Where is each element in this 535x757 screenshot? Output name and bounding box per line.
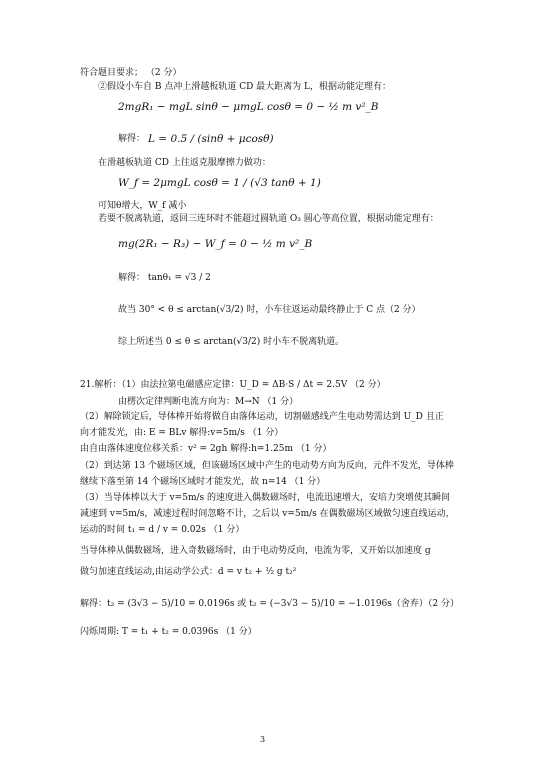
text-line: 若要不脱离轨道，返回三连环时不能超过圆轨道 O₃ 圆心等高位置，根据动能定理有： xyxy=(98,214,439,224)
text-line: 21.解析：（1）由法拉第电磁感应定律：U_D = ΔB·S / Δt = 2.5V （2 分） xyxy=(80,380,386,390)
text-line: 运动的时间 t₁ = d / v = 0.02s （1 分） xyxy=(80,525,245,535)
text-line: 解得： xyxy=(118,134,146,144)
text-line: 由自由落体速度位移关系：v² = 2gh 解得:h=1.25m （1 分） xyxy=(80,444,332,454)
equation: mg(2R₁ − R₃) − W_f = 0 − ½ m v²_B xyxy=(118,238,313,250)
text-line: （2）到达第 13 个磁场区域，但该磁场区域中产生的电动势方向为反向，元件不发光，导体棒 xyxy=(80,461,454,471)
text-line: 闪烁周期: T = t₁ + t₂ = 0.0396s （1 分） xyxy=(80,627,257,637)
equation: W_f = 2μmgL cosθ = 1 / (√3 tanθ + 1) xyxy=(118,177,321,189)
page-number: 3 xyxy=(260,735,266,744)
text-line: 解得： tanθ₁ = √3 / 2 xyxy=(118,273,211,283)
equation: 2mgR₁ − mgL sinθ − μmgL cosθ = 0 − ½ m v²_B xyxy=(118,101,379,113)
text-line: 符合题目要求； （2 分） xyxy=(80,68,182,78)
text-line: 减速到 v=5m/s，减速过程时间忽略不计，之后以 v=5m/s 在偶数磁场区域做匀速直线运动， xyxy=(80,509,455,519)
text-line: 解得：t₂ = (3√3 − 5)/10 = 0.0196s 或 t₂ = (−3√3 − 5)/10 = −1.0196s（舍弃）（2 分） xyxy=(80,599,459,609)
text-line: 当导体棒从偶数磁场，进入奇数磁场时，由于电动势反向，电流为零，又开始以加速度 g xyxy=(80,546,431,556)
text-line: （3）当导体棒以大于 v=5m/s 的速度进入偶数磁场时，电流迅速增大，安培力突增使其瞬间 xyxy=(80,493,450,503)
text-line: 在滑越板轨道 CD 上往返克服摩擦力做功： xyxy=(98,158,271,168)
text-line: ②假设小车自 B 点冲上滑越板轨道 CD 最大距离为 L，根据动能定理有： xyxy=(98,82,391,92)
equation: L = 0.5 / (sinθ + μcosθ) xyxy=(148,133,274,145)
text-line: 故当 30° < θ ≤ arctan(√3/2) 时，小车往返运动最终静止于 C 点（2 分） xyxy=(118,305,421,315)
text-line: 继续下落至第 14 个磁场区域时才能发光，故 n=14 （1 分） xyxy=(80,477,326,487)
text-line: 由楞次定律判断电流方向为：M→N （1 分） xyxy=(118,397,299,407)
text-line: 综上所述当 0 ≤ θ ≤ arctan(√3/2) 时小车不脱离轨道。 xyxy=(118,337,345,347)
text-line: 做匀加速直线运动,由运动学公式：d = v t₂ + ½ g t₂² xyxy=(80,567,297,577)
text-line: 可知θ增大，W_f 减小 xyxy=(98,201,187,211)
text-line: （2）解除锁定后，导体棒开始将做自由落体运动，切割磁感线产生电动势需达到 U_D 且正 xyxy=(80,412,444,422)
text-line: 向才能发光，由: E = BLv 解得:v=5m/s （1 分） xyxy=(80,428,284,438)
